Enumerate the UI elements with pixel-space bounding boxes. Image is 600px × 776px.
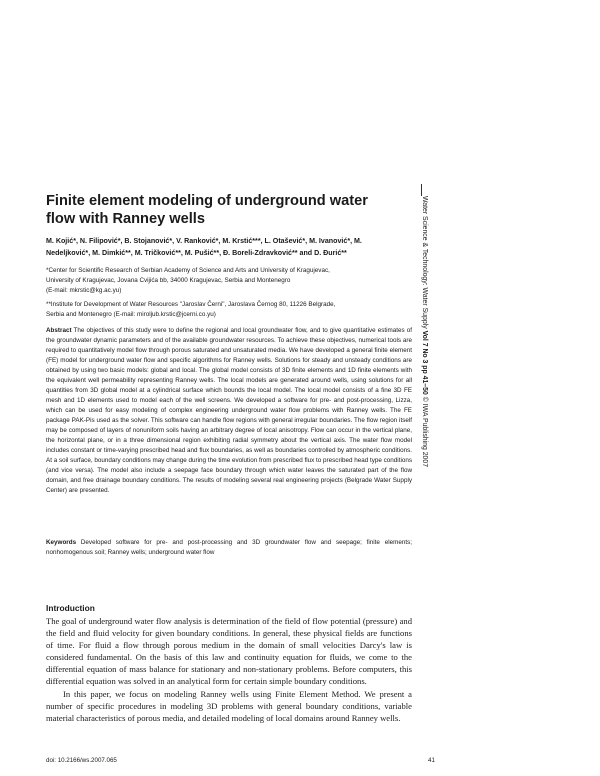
journal-name: Water Science & Technology: Water Supply — [421, 196, 428, 329]
affiliation-2-line1: **Institute for Development of Water Resources "Jaroslav Černi", Jaroslava Černog 80, 11226 Belgrade, — [46, 301, 336, 308]
paper-title: Finite element modeling of underground water flow with Ranney wells — [46, 193, 368, 227]
intro-paragraph-1-text: The goal of underground water flow analysis is determination of the field of flow potential (pressure) and the field and fluid velocity for given boundary conditions. In general, these physical fields are functions of time. For fluid a flow through porous medium in the domain of small velocities Darcy's law is considered fundamental. On the basis of this law and continuity equation for fluids, we come to the differential equation of mass balance for stationary and non-stationary problems. Before computers, this differential equation was solved in an analytical form for certain simple boundary conditions. — [46, 616, 412, 686]
section-heading-introduction: Introduction — [46, 603, 95, 613]
page-number: 41 — [428, 757, 435, 764]
journal-sidebar — [418, 196, 428, 596]
intro-paragraph-2-text: In this paper, we focus on modeling Ranney wells using Finite Element Method. We present a number of specific procedures in modeling 3D problems with general boundary conditions, variable material characteristics of porous media, and detailed modeling of local domains around Ranney wells. — [46, 689, 412, 723]
affiliation-1 — [46, 266, 416, 296]
intro-paragraph-1 — [46, 615, 412, 687]
affiliation-1-line1: *Center for Scientific Research of Serbian Academy of Science and Arts and University of Kragujevac, — [46, 267, 330, 274]
intro-paragraph-2 — [46, 688, 412, 724]
keywords-label: Keywords — [46, 539, 77, 546]
journal-publisher: © IWA Publishing 2007 — [421, 396, 428, 468]
keywords — [46, 538, 412, 558]
affiliation-1-line2: University of Kragujevac, Jovana Cvijića bb, 34000 Kragujevac, Serbia and Montenegro — [46, 277, 291, 284]
side-rule — [421, 184, 422, 196]
abstract-label: Abstract — [46, 327, 72, 334]
journal-volume: Vol 7 No 3 pp 41–50 — [421, 330, 428, 395]
affiliation-2-line2: Serbia and Montenegro (E-mail: mirolјub.krstic@jcerni.co.yu) — [46, 311, 216, 318]
affiliation-2 — [46, 300, 416, 320]
abstract — [46, 326, 412, 496]
abstract-text: The objectives of this study were to define the regional and local groundwater flow, and to give quantitative estimates of the groundwater dynamic parameters and of the available groundwater resources. To achieve these objectives, numerical tools are required to quantitatively model flow through porous saturated and unsaturated media. We have developed a general finite element (FE) model for underground water flow and specific algorithms for Ranney wells. Solutions for steady and unsteady conditions are obtained by using two basic models: global and local. The global model consists of 3D finite elements and 1D finite elements with the equivalent well permeability representing Ranney wells. The local models are generated around wells, using solutions for all quantities from 3D global model at a cylindrical surface which bounds the local model. The local model consists of a fine 3D FE mesh and 1D elements used to model each of the well screens. We developed a software for pre- and post-processing, Lizza, which can be used for easy modeling of complex engineering underground water flow problems with Ranney wells. The FE package PAK-Pis used as the solver. This software can handle flow regions with general irregular boundaries. The flow region itself may be composed of layers of nonuniform soils having an arbitrary degree of local anisotropy. Flow can occur in the vertical plane, the horizontal plane, or in a three dimensional region exhibiting radial symmetry about the vertical axis. The water flow model includes constant or time-varying prescribed head and flux boundaries, as well as boundaries controlled by atmospheric conditions. At a soil surface, boundary conditions may change during the time evolution from prescribed flux to prescribed head type conditions (and vice versa). The model also include a seepage face boundary through which water leaves the saturated part of the flow domain, and free drainage boundary conditions. The results of modeling several real engineering projects (Belgrade Water Supply Center) are presented. — [46, 327, 412, 494]
doi: doi: 10.2166/ws.2007.065 — [46, 757, 117, 764]
affiliation-1-line3: (E-mail: mkrstic@kg.ac.yu) — [46, 287, 122, 294]
keywords-text: Developed software for pre- and post-processing and 3D groundwater flow and seepage; finite elements; nonhomogenous soil; Ranney wells; underground water flow — [46, 539, 412, 556]
author-list: M. Kojić*, N. Filipović*, B. Stojanović*, V. Ranković*, M. Krstić***, L. Otašević*, M. Ivanović*, M. Nedeljković*, M. Dimkić**, M. Tričković**, M. Pušić**, Đ. Boreli-Zdravković** and D. Đurić** — [46, 237, 362, 257]
